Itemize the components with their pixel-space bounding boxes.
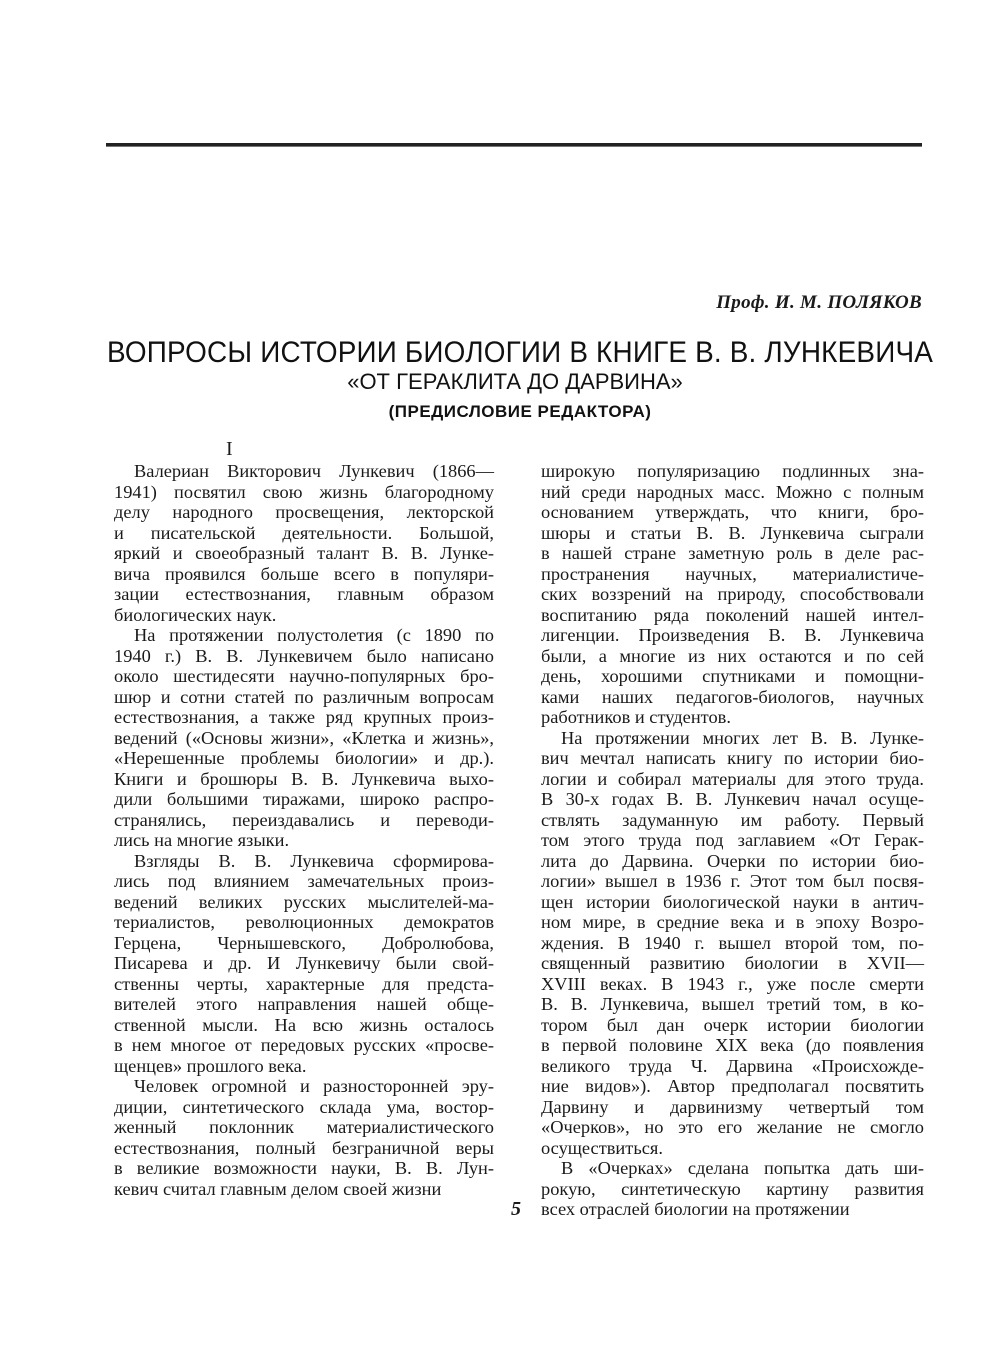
paragraph [541,1158,924,1220]
text-line: ведений великих русских мыслителей-ма- [114,891,494,912]
text-line: В «Очерках» сделана попытка дать ши- [561,1158,924,1178]
text-line: были, а многие из них остаются и по сей [541,645,924,666]
text-line: тором был дан очерк истории биологии [541,1014,924,1035]
page-number: 5 [511,1198,521,1220]
text-line: широкую популяризацию подлинных зна- [541,461,924,481]
text-line: кевич считал главным делом своей жизни [114,1178,442,1199]
text-line: осуществиться. [541,1137,663,1158]
paragraph [114,851,494,1077]
paragraph [541,461,924,728]
text-line: Книги и брошюры В. В. Лункевича выхо- [114,768,494,789]
text-line: день, хорошими спутниками и помощни- [541,666,924,686]
paragraph [114,461,494,625]
section-number: I [226,438,233,460]
text-line: 1941) посвятил свою жизнь благородному [114,481,494,502]
text-line: яркий и своеобразный талант В. В. Лунке- [114,543,494,563]
text-line: около шестидесяти научно-популярных бро- [114,666,494,686]
text-line: вителей этого направления нашей обще- [114,994,494,1014]
text-line: великого труда Ч. Дарвина «Происхожде- [541,1055,924,1076]
text-line: На протяжении полустолетия (с 1890 по [134,625,494,645]
text-line: щенцев» прошлого века. [114,1055,307,1076]
text-line: вича проявился больше всего в популяри- [114,563,494,584]
article-subtitle: «ОТ ГЕРАКЛИТА ДО ДАРВИНА» [347,369,683,394]
text-line: ствлять задуманную им работу. Первый [541,809,924,830]
text-line: Дарвину и дарвинизму четвертый том [541,1096,924,1117]
text-line: ками наших педагогов-биологов, научных [541,686,924,707]
text-line: ведений («Основы жизни», «Клетка и жизнь», [114,727,494,748]
text-line: XVIII веках. В 1943 г., уже после смерти [541,973,924,994]
text-line: 1940 г.) В. В. Лункевичем было написано [114,645,494,666]
text-line: ном мире, в средние века и в эпоху Возро- [541,912,924,932]
text-line: в нем многое от передовых русских «просве- [114,1035,494,1055]
text-line: шюры и статьи В. В. Лункевича сыграли [541,522,924,543]
text-line: всех отраслей биологии на протяжении [541,1199,850,1219]
text-line: странялись, переиздавались и переводи- [114,809,494,830]
text-line: лись под влиянием замечательных произ- [114,871,494,891]
text-line: зации естествознания, главным образом [114,584,494,604]
left-column [114,461,494,1199]
right-column [541,461,924,1220]
text-line: пространения научных, материалистиче- [541,563,924,584]
text-line: шюр и сотни статей по различным вопросам [114,686,494,707]
article-note: (ПРЕДИСЛОВИЕ РЕДАКТОРА) [388,402,652,421]
text-line: ственны черты, характерные для предста- [114,973,494,994]
text-line: Взгляды В. В. Лункевича сформирова- [134,850,494,871]
text-line: лись на многие языки. [114,830,290,850]
text-line: логии» вышел в 1936 г. Этот том был посвя- [541,871,924,891]
text-line: ждения. В 1940 г. вышел второй том, по- [541,932,924,953]
text-line: том этого труда под заглавием «От Герак- [541,830,924,850]
text-line: естествознания, а также ряд крупных произ- [114,707,494,727]
text-line: основанием утверждать, что книги, бро- [541,502,924,522]
text-line: логии и собирал материалы для этого труда. [541,768,924,789]
text-line: в первой половине XIX века (до появления [541,1035,924,1055]
text-line: лигенции. Произведения В. В. Лункевича [541,625,924,645]
text-line: ний среди народных масс. Можно с полным [541,481,924,502]
text-line: щен истории биологической науки в антич- [541,891,924,912]
text-line: женный поклонник материалистического [114,1117,494,1137]
text-line: воспитанию ряда поколений нашей интел- [541,604,924,625]
text-line: ских воззрений на природу, способствовали [541,584,924,604]
text-line: дили большими тиражами, широко распро- [114,789,494,809]
text-line: ственной мысли. На всю жизнь осталось [114,1014,494,1035]
text-line: «Очерков», но это его желание не смогло [541,1117,924,1137]
text-line: в великие возможности науки, В. В. Лун- [114,1158,494,1178]
text-line: В 30-х годах В. В. Лункевич начал осуще- [541,789,924,809]
top-rule-divider [106,143,922,147]
text-line: работников и студентов. [541,707,731,727]
text-line: В. В. Лункевича, вышел третий том, в ко- [541,994,924,1014]
paragraph [114,625,494,851]
text-line: естествознания, полный безграничной веры [114,1137,494,1158]
text-line: «Нерешенные проблемы биологии» и др.). [114,748,494,768]
article-title: ВОПРОСЫ ИСТОРИИ БИОЛОГИИ В КНИГЕ В. В. ЛУНКЕВИЧА [106,336,934,369]
text-line: биологических наук. [114,604,277,625]
text-line: и писательской деятельности. Большой, [114,522,494,543]
paragraph [114,1076,494,1199]
author-name: Проф. И. М. ПОЛЯКОВ [716,292,922,313]
text-line: На протяжении многих лет В. В. Лунке- [561,727,924,748]
text-line: делу народного просвещения, лекторской [114,502,494,522]
text-line: териалистов, революционных демократов [114,912,494,932]
text-line: Валериан Викторович Лункевич (1866— [134,461,494,481]
text-line: лита до Дарвина. Очерки по истории био- [541,850,924,871]
text-line: ние видов»). Автор предполагал посвятить [541,1076,924,1096]
text-line: священный развитию биологии в XVII— [541,953,924,973]
text-line: рокую, синтетическую картину развития [541,1178,924,1199]
text-line: вич мечтал написать книгу по истории био- [541,748,924,768]
text-line: Герцена, Чернышевского, Добролюбова, [114,932,494,953]
text-line: Писарева и др. И Лункевичу были свой- [114,953,494,973]
text-line: в нашей стране заметную роль в деле рас- [541,543,924,563]
text-line: Человек огромной и разносторонней эру- [134,1076,494,1096]
paragraph [541,728,924,1159]
text-line: диции, синтетического склада ума, востор- [114,1096,494,1117]
